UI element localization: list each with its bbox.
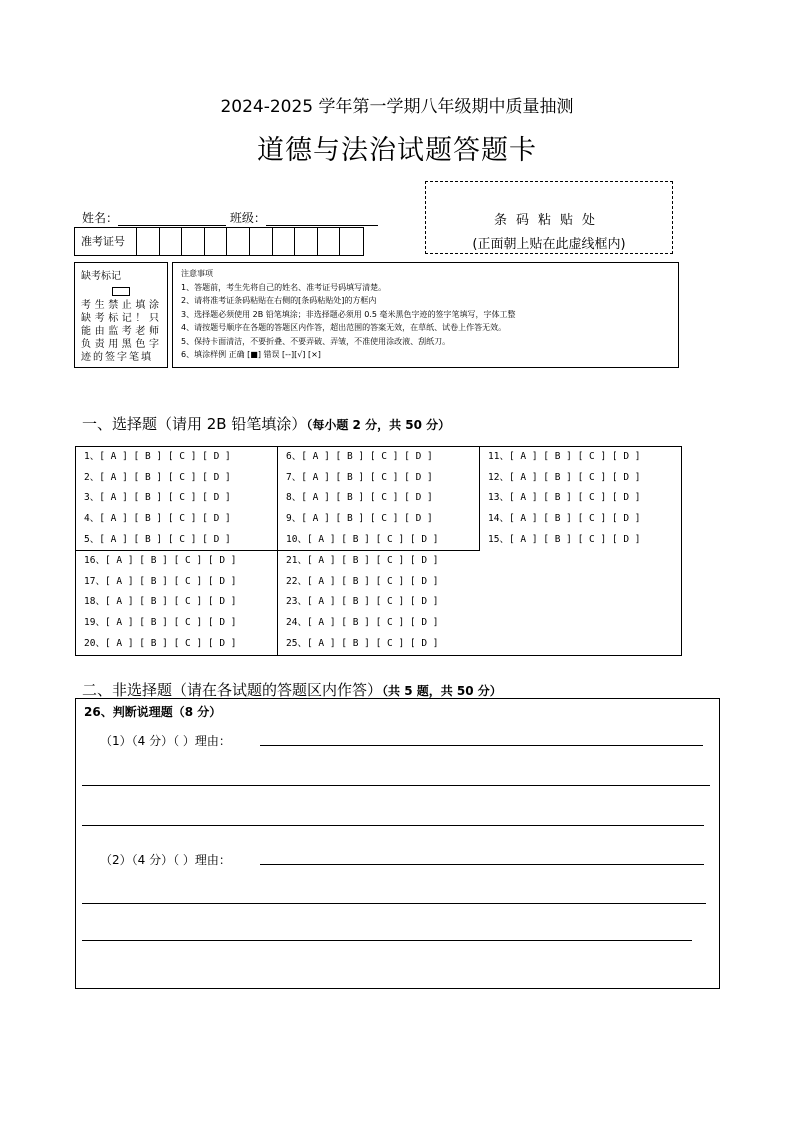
choice-question[interactable]: 5、[ A ] [ B ] [ C ] [ D ] — [84, 533, 231, 545]
absent-mark-title: 缺考标记 — [81, 271, 121, 282]
note-item: 3、选择题必须使用 2B 铅笔填涂；非选择题必须用 0.5 毫米黑色字迹的签字笔填写，字体工整 — [181, 309, 516, 319]
choice-answer-grid — [75, 446, 682, 656]
choice-group-6-10 — [278, 447, 480, 551]
exam-title: 2024-2025 学年第一学期八年级期中质量抽测 — [220, 97, 574, 117]
exam-number-cell[interactable] — [273, 228, 296, 255]
exam-number-label: 准考证号 — [75, 228, 137, 255]
choice-question[interactable]: 15、[ A ] [ B ] [ C ] [ D ] — [488, 533, 641, 545]
choice-question[interactable]: 23、[ A ] [ B ] [ C ] [ D ] — [286, 596, 439, 608]
q26-answer-area — [75, 698, 720, 989]
notes-title: 注意事项 — [181, 269, 213, 278]
exam-number-cell[interactable] — [160, 228, 183, 255]
choice-question[interactable]: 22、[ A ] [ B ] [ C ] [ D ] — [286, 575, 439, 587]
name-label: 姓名： — [82, 211, 119, 225]
section2-heading: 二、非选择题（请在各试题的答题区内作答） — [82, 681, 383, 699]
choice-group-1-5 — [76, 447, 278, 551]
note-item: 2、请将准考证条码粘贴在右侧的[条码粘贴处]的方框内 — [181, 296, 377, 305]
choice-question[interactable]: 3、[ A ] [ B ] [ C ] [ D ] — [84, 492, 231, 504]
choice-question[interactable]: 18、[ A ] [ B ] [ C ] [ D ] — [84, 596, 237, 608]
exam-number-cell[interactable] — [205, 228, 228, 255]
absent-mark-checkbox[interactable] — [112, 287, 130, 296]
choice-question[interactable]: 20、[ A ] [ B ] [ C ] [ D ] — [84, 637, 237, 649]
exam-number-cell[interactable] — [227, 228, 250, 255]
choice-question[interactable]: 6、[ A ] [ B ] [ C ] [ D ] — [286, 451, 433, 462]
choice-question[interactable]: 17、[ A ] [ B ] [ C ] [ D ] — [84, 575, 237, 587]
exam-number-cell[interactable] — [182, 228, 205, 255]
exam-number-grid — [74, 227, 364, 256]
choice-question[interactable]: 7、[ A ] [ B ] [ C ] [ D ] — [286, 471, 433, 483]
choice-question[interactable]: 16、[ A ] [ B ] [ C ] [ D ] — [84, 555, 237, 566]
choice-question[interactable]: 1、[ A ] [ B ] [ C ] [ D ] — [84, 451, 231, 462]
exam-number-cell[interactable] — [318, 228, 341, 255]
section2-title — [82, 679, 502, 700]
choice-question[interactable]: 25、[ A ] [ B ] [ C ] [ D ] — [286, 637, 439, 649]
barcode-hint: (正面朝上贴在此虚线框内) — [472, 237, 626, 252]
class-label: 班级： — [229, 211, 266, 225]
section1-heading: 一、选择题（请用 2B 铅笔填涂） — [82, 415, 307, 433]
q26-sub1-answer-line[interactable] — [82, 785, 710, 786]
choice-question[interactable]: 10、[ A ] [ B ] [ C ] [ D ] — [286, 533, 439, 545]
choice-question[interactable]: 2、[ A ] [ B ] [ C ] [ D ] — [84, 471, 231, 483]
exam-number-cell[interactable] — [250, 228, 273, 255]
answer-sheet-title: 道德与法治试题答题卡 — [257, 135, 537, 166]
q26-sub1-answer-line[interactable] — [82, 825, 704, 826]
student-info-row — [82, 209, 378, 226]
absent-mark-desc: 考生禁止填涂缺考标记！只能由监考老师负责用黑色字迹的签字笔填 — [81, 300, 161, 363]
choice-question[interactable]: 24、[ A ] [ B ] [ C ] [ D ] — [286, 617, 439, 629]
barcode-label: 条码粘贴处 — [493, 213, 604, 228]
note-item: 4、请按题号顺序在各题的答题区内作答，超出范围的答案无效，在草纸、试卷上作答无效。 — [181, 323, 507, 332]
choice-group-11-15 — [480, 447, 681, 551]
q26-sub2-answer-line[interactable] — [260, 864, 704, 865]
choice-question[interactable]: 9、[ A ] [ B ] [ C ] [ D ] — [286, 513, 433, 525]
q26-sub2-answer-line[interactable] — [82, 903, 706, 904]
q26-sub2-label: （2）（4 分）（ ）理由： — [100, 853, 231, 867]
q26-sub1-answer-line[interactable] — [260, 745, 703, 746]
choice-question[interactable]: 4、[ A ] [ B ] [ C ] [ D ] — [84, 513, 231, 525]
q26-sub2-answer-line[interactable] — [82, 940, 692, 941]
section1-points: （每小题 2 分，共 50 分） — [306, 418, 451, 432]
choice-group-21-25 — [278, 551, 480, 655]
q26-sub1-label: （1）（4 分）（ ）理由： — [100, 734, 231, 748]
exam-number-cell[interactable] — [295, 228, 318, 255]
choice-question[interactable]: 8、[ A ] [ B ] [ C ] [ D ] — [286, 492, 433, 504]
section1-title — [82, 413, 450, 434]
note-item: 5、保持卡面清洁，不要折叠、不要弄破、弄皱，不准使用涂改液、刮纸刀。 — [181, 336, 451, 346]
exam-number-cell[interactable] — [340, 228, 363, 255]
choice-question[interactable]: 19、[ A ] [ B ] [ C ] [ D ] — [84, 617, 237, 629]
note-item: 6、填涂样例 正确 [■] 错误 [--][√] [×] — [181, 350, 321, 359]
q26-title: 26、判断说理题（8 分） — [84, 705, 222, 719]
exam-number-cell[interactable] — [137, 228, 160, 255]
barcode-paste-area — [425, 181, 673, 254]
absent-mark-box — [74, 262, 168, 368]
choice-question[interactable]: 21、[ A ] [ B ] [ C ] [ D ] — [286, 555, 439, 566]
class-field[interactable] — [266, 213, 378, 226]
choice-question[interactable]: 14、[ A ] [ B ] [ C ] [ D ] — [488, 513, 641, 525]
notes-box — [172, 262, 679, 368]
name-field[interactable] — [118, 213, 226, 226]
note-item: 1、答题前，考生先将自己的姓名、准考证号码填写清楚。 — [181, 282, 387, 292]
choice-group-16-20 — [76, 551, 278, 655]
choice-question[interactable]: 13、[ A ] [ B ] [ C ] [ D ] — [488, 492, 641, 504]
section2-points: （共 5 题，共 50 分） — [382, 684, 502, 698]
choice-question[interactable]: 12、[ A ] [ B ] [ C ] [ D ] — [488, 471, 641, 483]
choice-question[interactable]: 11、[ A ] [ B ] [ C ] [ D ] — [488, 451, 641, 462]
